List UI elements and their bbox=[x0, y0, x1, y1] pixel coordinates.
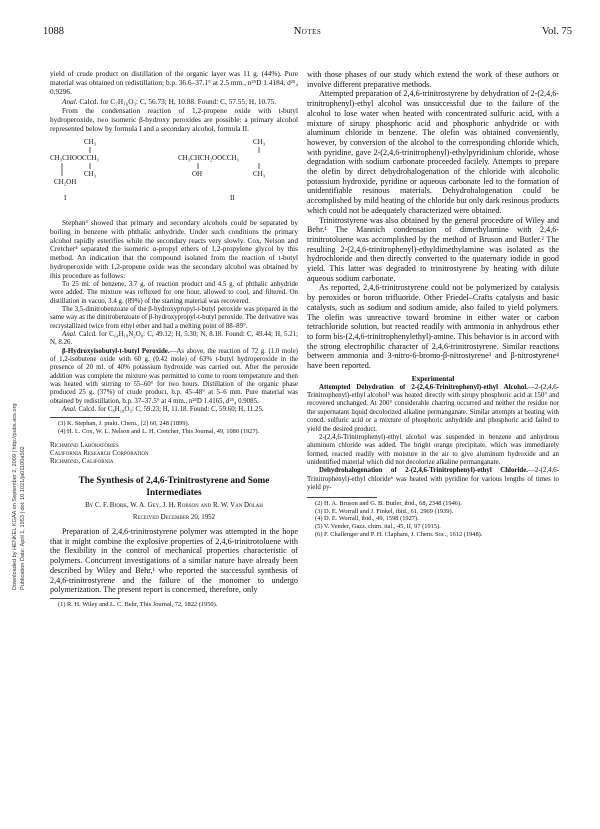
paragraph: As reported, 2,4,6-trinitrostyrene could not be polymerized by catalysis by peroxides or boron trifluoride. Other Friedel–Crafts catalysts and basic catalysts, such as sodium and sodium amide, also failed to yield polymers. The olefin was unreactive toward bromine in either water or carbon tetrachloride solution, but reacted readily with ammonia in anhydrous ether to form bis-(2,4,6-trinitrophenylethyl)-amine. This behavior is in accord with the strong electrophilic character of 2,4,6-trinitrostyrene. Similar reactions between ammonia and 3-nitro-6-bromo-β-nitrostyrene³ and β-nitrostyrene⁴ have been reported. bbox=[307, 283, 559, 371]
procedure-paragraph bbox=[50, 348, 298, 406]
footnote-rule bbox=[50, 598, 120, 599]
procedure-paragraph bbox=[307, 384, 559, 434]
footnote: (2) H. A. Bruson and G. B. Butler, ibid., 68, 2348 (1946). bbox=[315, 500, 462, 508]
structure-i-hydroxymethyl: CH₂OH bbox=[54, 177, 77, 186]
page-header bbox=[43, 26, 572, 42]
footnote: (3) D. E. Worrall and J. Finkel, ibid., 61, 2969 (1939). bbox=[315, 507, 454, 515]
footnote-rule bbox=[307, 497, 377, 498]
analysis-text: Calcd. for C₇H₁₆O₃: C, 56.73; H, 10.88. Found: C, 57.55; H, 10.75. bbox=[77, 96, 277, 106]
footnote: (4) D. E. Worrall, ibid., 49, 1598 (1927). bbox=[315, 515, 419, 523]
paragraph: 2-(2,4,6-Trinitrophenyl)-ethyl alcohol was suspended in benzene and anhydrous aluminum chloride was added. The bright orange precipitate, which was immediately formed, reacted readily with moisture in the air to give aluminum hydroxide and an unidentified material which did not decolorize alkaline permanganate. bbox=[307, 433, 559, 466]
analysis-paragraph bbox=[50, 406, 298, 414]
structure-ii-lower-methyl: CH₃ bbox=[253, 169, 266, 178]
structure-ii-main-chain: CH₃CHCH₂OOCCH₃ bbox=[178, 153, 239, 162]
paragraph: with those phases of our study which extend the work of these authors or involve different preparative methods. bbox=[307, 70, 559, 89]
anal-label: Anal. bbox=[62, 330, 77, 338]
experimental-note: To 25 ml. of benzene, 3.7 g. of reaction product and 4.5 g. of phthalic anhydride were added. The mixture was refluxed for one hour, allowed to cool, and filtered. On distillation in vacuo, 3.4 g. (89%) of the starting material was recovered. bbox=[50, 280, 298, 305]
left-column bbox=[50, 70, 298, 609]
publication-note-line: Publication Date: April 1, 1953 | doi: 10.1021/ja01100a502 bbox=[19, 446, 26, 590]
analysis-text: Calcd. for C₁₄H₁₈N₂O₈: C, 49.12; H, 5.30; N, 8.18. Found: C, 49.44; H, 5.21; N, 8.26. bbox=[50, 330, 298, 347]
footnote: (1) R. H. Wiley and L. C. Behr, This Journal, 72, 1822 (1950). bbox=[58, 600, 218, 608]
analysis-paragraph bbox=[50, 331, 298, 348]
procedure-heading: Dehydrohalogenation of 2-(2,4,6-Trinitrophenyl)-ethyl Chloride. bbox=[319, 467, 528, 475]
right-column bbox=[307, 70, 559, 538]
paragraph: The 3,5-dinitrobenzoate of the β-hydroxypropyl-t-butyl peroxide was prepared in the same way as the dinitrobenzoate of β-hydroxypropyl-t-butyl peroxide. The derivative was recrystallized twice from ethyl ether and had a melting point of 88–89°. bbox=[50, 305, 298, 330]
structure-i-label: I bbox=[64, 193, 67, 202]
paragraph: Trinitrostyrene was also obtained by the general procedure of Wiley and Behr.¹ The Mannich condensation of dimethylamine with 2,4,6-trinitrotoluene was accomplished by the method of Bruson and Butler.² The resulting 2-(2,4,6-trinitrophenyl)-ethyldimethylamine was isolated as the hydrochloride and then directly converted to the quaternary iodide in good yield. This latter was degraded to trinitrostyrene by heating with dilute aqueous sodium carbonate. bbox=[307, 215, 559, 283]
analysis-text: Calcd. for C₈H₁₈O₃: C, 59.23; H, 11.18. Found: C, 59.60; H, 11.25. bbox=[76, 405, 264, 413]
footnote: (5) V. Vender, Gazz. chim. ital., 45, II, 97 (1915). bbox=[315, 523, 441, 531]
affiliation-block bbox=[50, 442, 298, 467]
affiliation-line: Richmond, California bbox=[50, 458, 114, 466]
anal-label: Anal. bbox=[62, 96, 78, 106]
download-side-note bbox=[4, 270, 36, 590]
footnote: (6) F. Challenger and P. H. Clapham, J. Chem. Soc., 1612 (1948). bbox=[315, 530, 483, 538]
section-heading: Experimental bbox=[411, 373, 455, 383]
procedure-heading: β-Hydroxyisobutyl-t-butyl Peroxide. bbox=[62, 347, 170, 355]
structure-i-main-chain: CH₃CHOOCCH₃ bbox=[50, 153, 99, 162]
article-title: The Synthesis of 2,4,6-Trinitrostyrene and Some Intermediates bbox=[78, 476, 270, 498]
procedure-text: —2-(2,4,6-Trinitrophenyl)-ethyl alcohol⁵ was heated directly with sirupy phosphoric acid at 150° and recovered unchanged. At 200° considerable charring occurred and neither the residue nor the supernatant liquid decolorized alkaline permanganate. Similar attempts at heating with concd. sulfuric acid or a mixture of phosphoric anhydride and phosphoric acid failed to yield the desired product. bbox=[307, 383, 559, 433]
procedure-heading: Attempted Dehydration of 2-(2,4,6-Trinitrophenyl)-ethyl Alcohol. bbox=[319, 383, 528, 391]
journal-section: Notes bbox=[293, 26, 322, 37]
article-authors: By C. F. Bjork, W. A. Gey, J. H. Robson and R. W. Van Dolah bbox=[85, 501, 263, 509]
structure-ii-top-methyl: CH₃ bbox=[253, 137, 266, 146]
anal-label: Anal. bbox=[62, 405, 77, 413]
analysis-paragraph bbox=[50, 98, 298, 107]
paragraph: Attempted preparation of 2,4,6-trinitrostyrene by dehydration of 2-(2,4,6-trinitrophenyl)-ethyl alcohol was unsuccessful due to the failure of the alcohol to lose water when heated with concentrated sulfuric acid, with a mixture of sirupy phosphoric acid and phosphoric anhydride or with aluminum chloride in benzene. The olefin was obtained conveniently, however, by conversion of the alcohol to the corresponding chloride which, with pyridine, gave 2-(2,4,6-trinitrophenyl)-ethylpyridinium chloride, whose degradation with sodium carbonate proceeded facilely. Attempts to prepare the olefin by direct dehydrohalogenation of the chloride with alcoholic potassium hydroxide, pyridine or aqueous carbonate led to the formation of unidentifiable resinous materials. Dehydrohalogenation could be accomplished by mild heating of the chloride but only dark resinous products which could not be adequately characterized were obtained. bbox=[307, 89, 559, 215]
volume-number: Vol. 75 bbox=[541, 26, 572, 37]
footnote: (4) H. L. Cox, W. L. Nelson and L. H. Cretcher, This Journal, 49, 1080 (1927). bbox=[58, 427, 260, 435]
paragraph: Stephan³ showed that primary and secondary alcohols could be separated by boiling in benzene with phthalic anhydride. Under such conditions the primary alcohol rapidly esterifies while the secondary reacts very slowly. Cox, Nelson and Cretcher⁴ separated the isomeric α-propyl ethers of 1,2-propylene glycol by this method. An indication that the compound isolated from the reaction of t-butyl hydroperoxide with 1,2-propene oxide was the secondary alcohol was obtained by this procedure as follows: bbox=[50, 217, 298, 280]
paragraph: From the condensation reaction of 1,2-propene oxide with t-butyl hydroperoxide, two isomeric β-hydroxy peroxides are possible: a primary alcohol represented below by formula I and a secondary alcohol, formula II. bbox=[50, 106, 298, 134]
structure-ii-label: II bbox=[230, 193, 235, 202]
chemical-structures bbox=[50, 138, 298, 215]
structure-i-lower-methyl: CH₃ bbox=[84, 169, 97, 178]
page-number: 1088 bbox=[43, 26, 64, 37]
procedure-text: —2-(2,4,6-Trinitrophenyl)-ethyl chloride⁶ was heated with pyridine for various lengths of times to yield py- bbox=[307, 467, 559, 491]
footnote: (3) K. Stephan, J. prakt. Chem., [2] 60, 248 (1899). bbox=[58, 420, 190, 428]
received-date: Received December 20, 1952 bbox=[132, 513, 216, 521]
download-note-line: Downloaded by HENKEL KGAA on September 2, 2009 | http://pubs.acs.org bbox=[12, 403, 18, 590]
affiliation-line: California Research Corporation bbox=[50, 449, 149, 457]
structure-ii-hydroxyl: OH bbox=[192, 169, 203, 178]
footnote-rule bbox=[50, 417, 120, 418]
procedure-paragraph bbox=[307, 467, 559, 492]
paragraph: yield of crude product on distillation of the organic layer was 11 g. (44%). Pure material was obtained on redistillation; b.p. 36.6–37.1° at 2.5 mm., n²⁵D 1.4184, d²⁵₄ 0.9296. bbox=[50, 69, 298, 96]
procedure-text: —As above, the reaction of 72 g. (1.0 mole) of 1,2-isobutene oxide with 60 g. (0.42 mole) of 63% t-butyl hydroperoxide in the presence of 20 ml. of 40% potassium hydroxide was carried out. After the peroxide addition was complete the mixture was permitted to come to room temperature and then was heated with stirring to 55–60° for two hours. Distillation of the organic phase produced 25 g. (37%) of crude product, b.p. 45–48° at 5–6 mm. Pure material was obtained by redistillation, b.p. 37–37.5° at 4 mm., n²⁵D 1.4165, d²⁵₄ 0.9085. bbox=[50, 347, 298, 405]
paragraph: Preparation of 2,4,6-trinitrostyrene polymer was attempted in the hope that it might combine the explosive properties of 2,4,6-trinitrotoluene with the flexibility in the control of mechanical properties characteristic of polymers. Concurrent investigations of a similar nature have already been described by Wiley and Behr,¹ who reported the successful synthesis of 2,4,6-trinitrostyrene and the failure of the monomer to undergo polymerization. The present report is concerned, therefore, only bbox=[50, 527, 298, 595]
affiliation-line: Richmond Laboratories bbox=[50, 441, 119, 449]
structure-i-top-methyl: CH₃ bbox=[84, 137, 97, 146]
